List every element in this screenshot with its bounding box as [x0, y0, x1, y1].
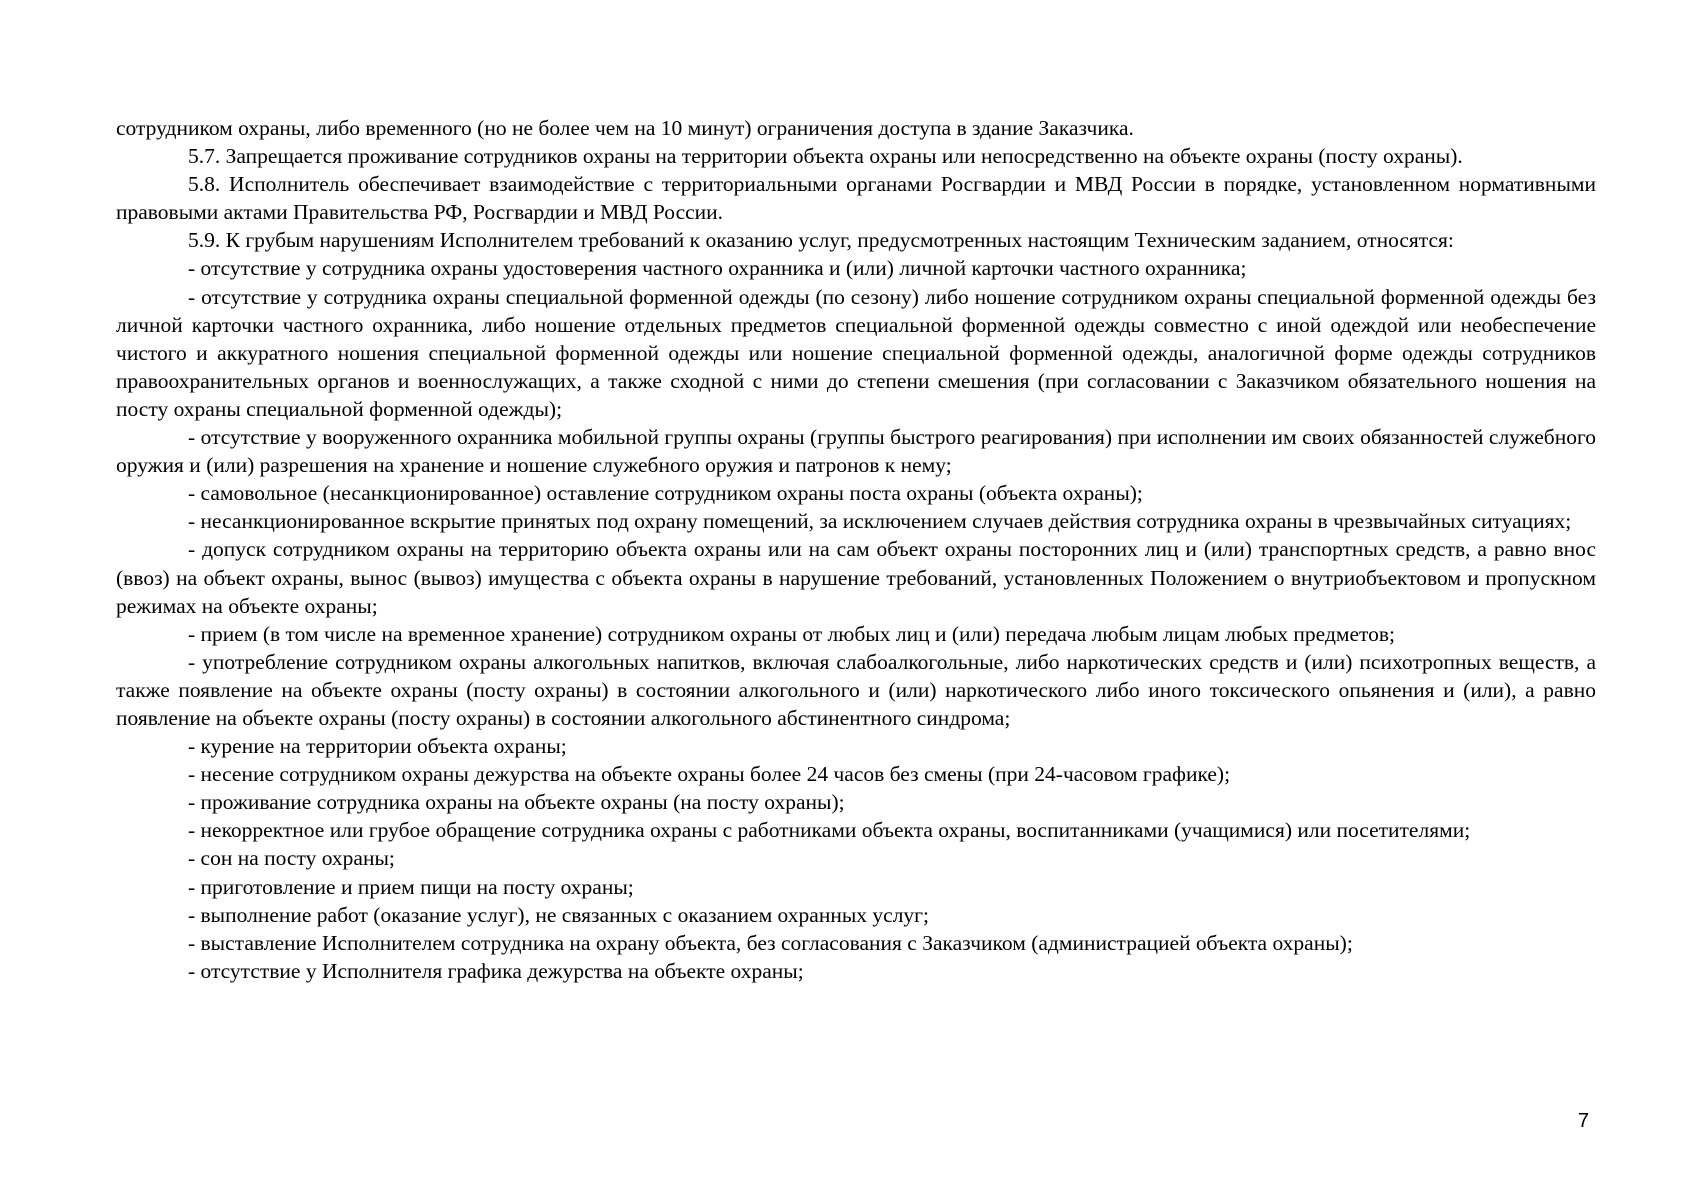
list-item: - сон на посту охраны; [188, 846, 395, 871]
list-item: - проживание сотрудника охраны на объекте охраны (на посту охраны); [188, 790, 845, 815]
list-item: - прием (в том числе на временное хранение) сотрудником охраны от любых лиц и (или) передача любым лицам любых предметов; [188, 621, 1396, 646]
list-item: - несение сотрудником охраны дежурства на объекте охраны более 24 часов без смены (при 24-часовом графике); [188, 762, 1231, 787]
list-item: - выставление Исполнителем сотрудника на охрану объекта, без согласования с Заказчиком (администрацией объекта охраны); [188, 930, 1353, 955]
paragraph-5-9: 5.9. К грубым нарушениям Исполнителем требований к оказанию услуг, предусмотренных настоящим Техническим заданием, относятся: [188, 228, 1454, 253]
paragraph-5-8: 5.8. Исполнитель обеспечивает взаимодействие с территориальными органами Росгвардии и МВД России в порядке, установленном нормативными правовыми актами Правительства РФ, Росгвардии и МВД России. [116, 172, 1596, 225]
paragraph-5-7: 5.7. Запрещается проживание сотрудников охраны на территории объекта охраны или непосредственно на объекте охраны (посту охраны). [188, 144, 1463, 169]
paragraph-continuation: сотрудником охраны, либо временного (но не более чем на 10 минут) ограничения доступа в здание Заказчика. [116, 116, 1134, 140]
document-body [116, 114, 1596, 985]
list-item: - самовольное (несанкционированное) оставление сотрудником охраны поста охраны (объекта охраны); [188, 481, 1143, 506]
list-item: - курение на территории объекта охраны; [188, 734, 567, 759]
list-item: - отсутствие у сотрудника охраны удостоверения частного охранника и (или) личной карточки частного охранника; [188, 256, 1247, 281]
list-item: - отсутствие у Исполнителя графика дежурства на объекте охраны; [188, 958, 804, 983]
list-item: - приготовление и прием пищи на посту охраны; [188, 874, 634, 899]
list-item: - выполнение работ (оказание услуг), не связанных с оказанием охранных услуг; [188, 902, 929, 927]
list-item: - отсутствие у вооруженного охранника мобильной группы охраны (группы быстрого реагирования) при исполнении им своих обязанностей служебного оружия и (или) разрешения на хранение и ношение служебного оружия и патронов к нему; [116, 425, 1596, 478]
list-item: - допуск сотрудником охраны на территорию объекта охраны или на сам объект охраны посторонних лиц и (или) транспортных средств, а равно внос (ввоз) на объект охраны, вынос (вывоз) имущества с объекта охраны в нарушение требований, установленных Положением о внутриобъектовом и пропускном режимах на объекте охраны; [116, 537, 1596, 618]
list-item: - отсутствие у сотрудника охраны специальной форменной одежды (по сезону) либо ношение сотрудником охраны специальной форменной одежды без личной карточки частного охранника, либо ношение отдельных предметов специальной форменной одежды совместно с иной одеждой или необеспечение чистого и аккуратного ношения специальной форменной одежды или ношение специальной форменной одежды, аналогичной форме одежды сотрудников правоохранительных органов и военнослужащих, а также сходной с ними до степени смешения (при согласовании с Заказчиком обязательного ношения на посту охраны специальной форменной одежды); [116, 284, 1596, 421]
list-item: - употребление сотрудником охраны алкогольных напитков, включая слабоалкогольные, либо наркотических средств и (или) психотропных веществ, а также появление на объекте охраны (посту охраны) в состоянии алкогольного и (или) наркотического либо иного токсического опьянения и (или), а равно появление на объекте охраны (посту охраны) в состоянии алкогольного абстинентного синдрома; [116, 649, 1596, 730]
list-item: - некорректное или грубое обращение сотрудника охраны с работниками объекта охраны, воспитанниками (учащимися) или посетителями; [188, 818, 1471, 843]
page-number: 7 [1577, 1110, 1589, 1132]
list-item: - несанкционированное вскрытие принятых под охрану помещений, за исключением случаев действия сотрудника охраны в чрезвычайных ситуациях; [188, 509, 1572, 534]
